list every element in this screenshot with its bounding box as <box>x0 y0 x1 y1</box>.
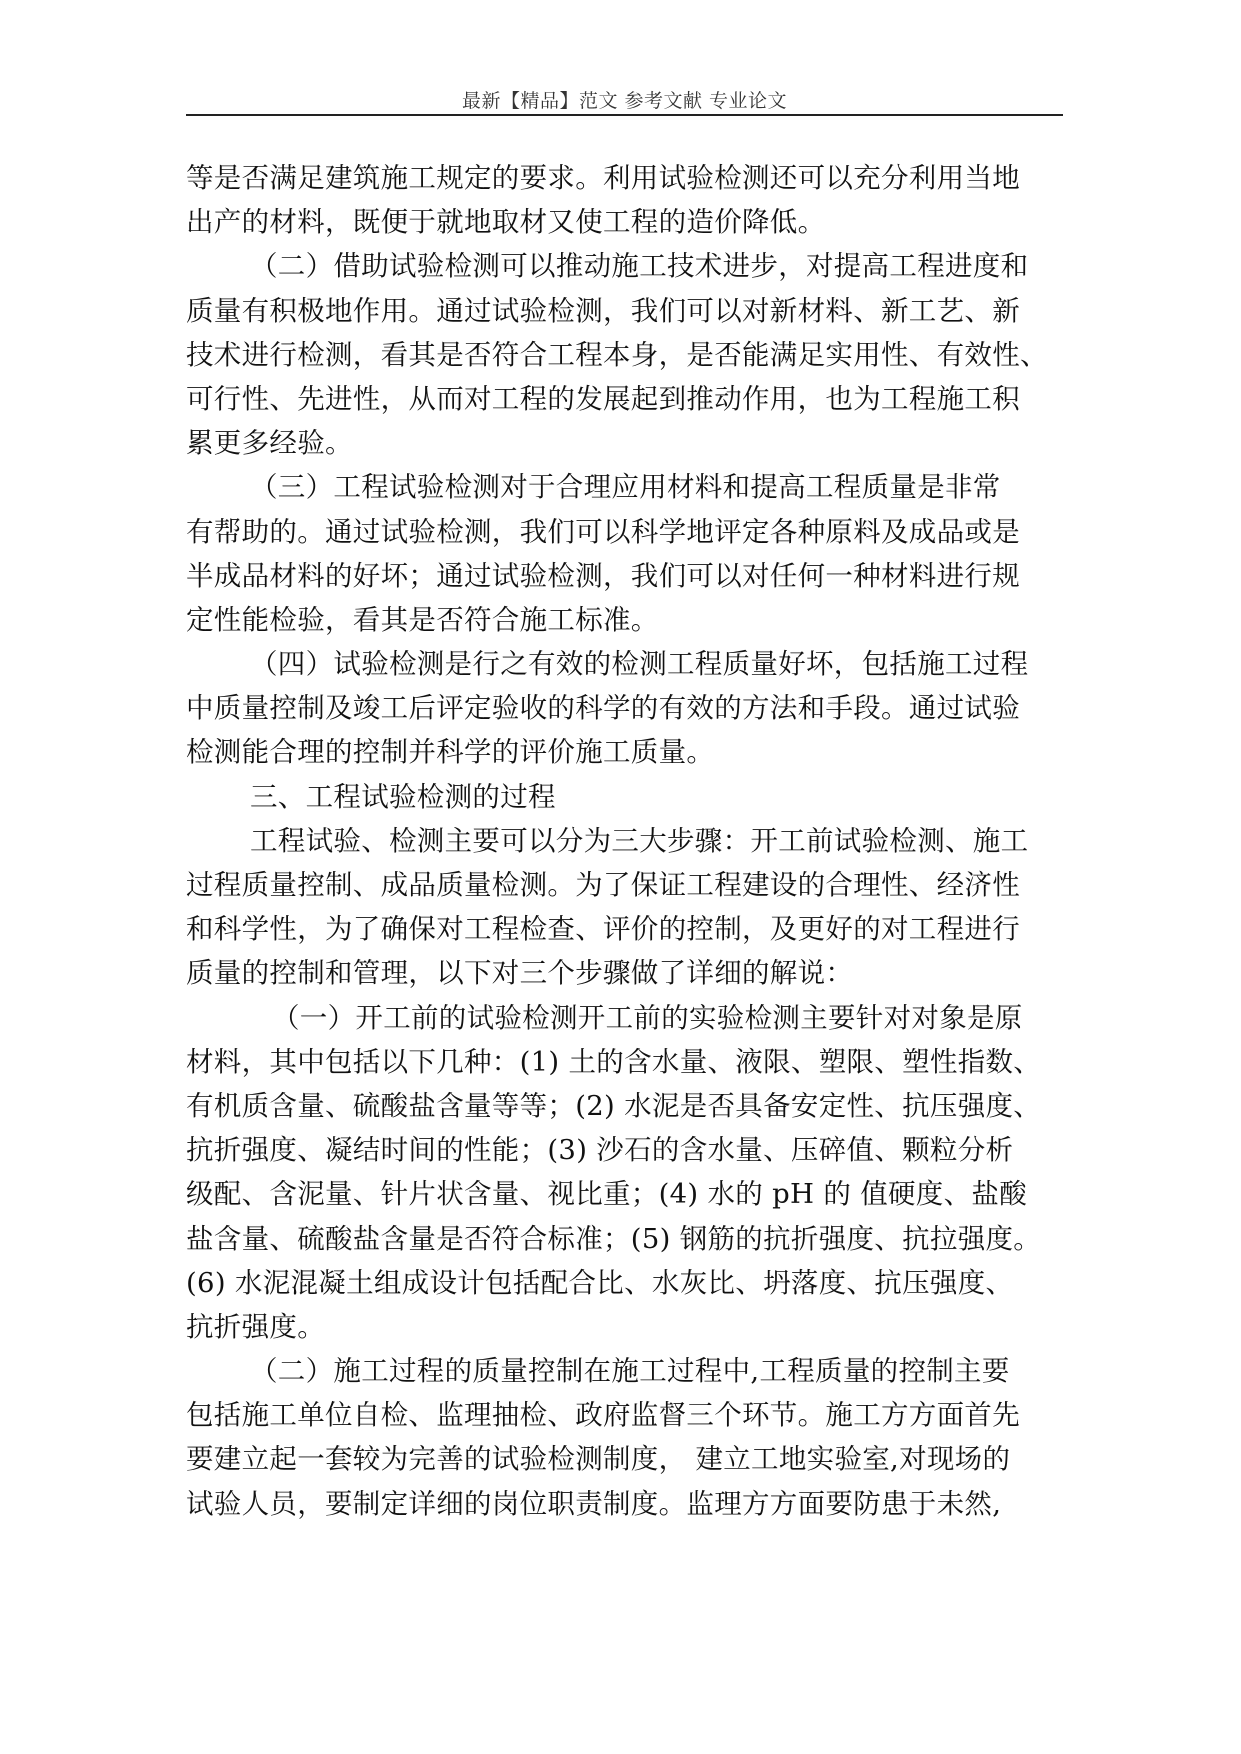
text-line: 有帮助的。通过试验检测，我们可以科学地评定各种原料及成品或是 <box>186 515 1020 548</box>
text-line: 盐含量、硫酸盐含量是否符合标准；(5) 钢筋的抗折强度、抗拉强度。 <box>186 1222 1042 1255</box>
text-line: （二）借助试验检测可以推动施工技术进步，对提高工程进度和 <box>250 250 1029 283</box>
text-line: 出产的材料，既便于就地取材又使工程的造价降低。 <box>186 206 826 239</box>
text-line: （三）工程试验检测对于合理应用材料和提高工程质量是非常 <box>250 471 1001 504</box>
text-line: 和科学性，为了确保对工程检查、评价的控制，及更好的对工程进行 <box>186 913 1020 946</box>
text-line: 中质量控制及竣工后评定验收的科学的有效的方法和手段。通过试验 <box>186 692 1020 725</box>
text-line: 试验人员，要制定详细的岗位职责制度。监理方方面要防患于未然, <box>186 1487 1002 1520</box>
text-line: 三、工程试验检测的过程 <box>250 780 556 813</box>
text-line: 可行性、先进性，从而对工程的发展起到推动作用，也为工程施工积 <box>186 382 1020 415</box>
text-line: 工程试验、检测主要可以分为三大步骤：开工前试验检测、施工 <box>250 824 1029 857</box>
header-rule <box>186 114 1063 116</box>
text-line: 累更多经验。 <box>186 427 353 460</box>
text-line: （四）试验检测是行之有效的检测工程质量好坏，包括施工过程 <box>250 648 1029 681</box>
text-line: 等是否满足建筑施工规定的要求。利用试验检测还可以充分利用当地 <box>186 162 1020 194</box>
page-header: 最新【精品】范文 参考文献 专业论文 <box>461 90 788 112</box>
text-line: 包括施工单位自检、监理抽检、政府监督三个环节。施工方方面首先 <box>186 1399 1020 1432</box>
text-line: 级配、含泥量、针片状含量、视比重；(4) 水的 pH 的 值硬度、盐酸 <box>186 1178 1028 1211</box>
text-line: 半成品材料的好坏；通过试验检测，我们可以对任何一种材料进行规 <box>186 559 1020 592</box>
text-line: 要建立起一套较为完善的试验检测制度， 建立工地实验室,对现场的 <box>186 1443 1011 1476</box>
text-line: 过程质量控制、成品质量检测。为了保证工程建设的合理性、经济性 <box>186 869 1020 901</box>
text-line: 质量的控制和管理，以下对三个步骤做了详细的解说： <box>186 957 854 990</box>
text-line: 技术进行检测，看其是否符合工程本身，是否能满足实用性、有效性、 <box>186 338 1048 371</box>
text-line: 抗折强度。 <box>186 1310 325 1343</box>
text-line: 抗折强度、凝结时间的性能；(3) 沙石的含水量、压碎值、颗粒分析 <box>186 1134 1014 1167</box>
document-body <box>186 156 1063 1526</box>
text-line: （二）施工过程的质量控制在施工过程中,工程质量的控制主要 <box>250 1355 1010 1388</box>
text-line: 材料，其中包括以下几种：(1) 土的含水量、液限、塑限、塑性指数、 <box>186 1045 1042 1078</box>
text-line: 检测能合理的控制并科学的评价施工质量。 <box>186 736 715 769</box>
text-line: 有机质含量、硫酸盐含量等等；(2) 水泥是否具备安定性、抗压强度、 <box>186 1089 1042 1122</box>
text-line: (6) 水泥混凝土组成设计包括配合比、水灰比、坍落度、抗压强度、 <box>186 1266 1014 1299</box>
text-line: （一）开工前的试验检测开工前的实验检测主要针对对象是原 <box>272 1001 1023 1034</box>
text-line: 定性能检验，看其是否符合施工标准。 <box>186 603 659 636</box>
text-line: 质量有积极地作用。通过试验检测，我们可以对新材料、新工艺、新 <box>186 294 1020 327</box>
